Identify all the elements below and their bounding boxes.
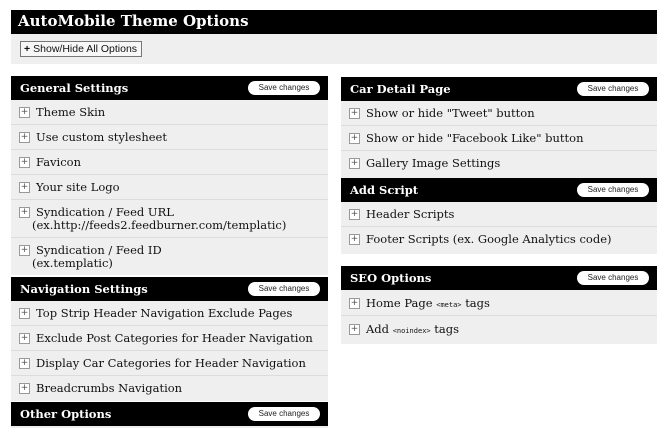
plus-icon[interactable]: +	[20, 132, 29, 142]
noindex-tag-code: <noindex>	[392, 327, 431, 335]
option-label	[366, 296, 490, 310]
car-detail-title: Car Detail Page	[350, 82, 451, 96]
option-label: Your site Logo	[36, 180, 120, 194]
plus-icon[interactable]: +	[20, 207, 29, 217]
option-label: Footer Scripts (ex. Google Analytics code)	[366, 232, 612, 246]
car-detail-header	[341, 77, 657, 101]
option-label: Top Strip Header Navigation Exclude Pages	[36, 306, 293, 320]
show-hide-all-button[interactable]	[20, 41, 142, 57]
option-top-strip-exclude[interactable]	[11, 301, 328, 326]
car-detail-panel	[341, 77, 657, 178]
add-script-title: Add Script	[350, 183, 419, 197]
option-label: Theme Skin	[36, 105, 106, 119]
page-header	[11, 10, 657, 34]
plus-icon[interactable]: +	[350, 158, 359, 168]
option-label: Header Scripts	[366, 207, 455, 221]
plus-icon[interactable]: +	[20, 358, 29, 368]
meta-tag-code: <meta>	[436, 301, 462, 309]
option-header-scripts[interactable]	[341, 202, 657, 227]
plus-icon[interactable]: +	[350, 298, 359, 308]
option-theme-skin[interactable]	[11, 100, 328, 125]
option-exclude-post-categories[interactable]	[11, 326, 328, 351]
general-settings-header	[11, 76, 328, 100]
option-custom-stylesheet[interactable]	[11, 125, 328, 150]
general-settings-title: General Settings	[20, 81, 129, 95]
navigation-settings-title: Navigation Settings	[20, 282, 148, 296]
plus-icon[interactable]: +	[350, 209, 359, 219]
plus-icon[interactable]: +	[350, 133, 359, 143]
option-syndication-id[interactable]	[11, 238, 328, 274]
option-facebook-like[interactable]	[341, 126, 657, 151]
option-label: Favicon	[36, 155, 82, 169]
option-label: Syndication / Feed ID	[36, 243, 162, 257]
page-title: AutoMobile Theme Options	[18, 12, 249, 30]
option-label: Show or hide "Tweet" button	[366, 106, 535, 120]
option-home-meta-tags[interactable]	[341, 290, 657, 316]
option-label-before: Add	[366, 322, 390, 336]
option-label: Exclude Post Categories for Header Navigation	[36, 331, 313, 345]
navigation-settings-panel	[11, 277, 328, 401]
other-save-button[interactable]: Save changes	[248, 407, 320, 421]
plus-icon[interactable]: +	[350, 108, 359, 118]
option-label-before: Home Page	[366, 296, 433, 310]
add-script-header	[341, 178, 657, 202]
seo-options-header	[341, 266, 657, 290]
option-label: Display Car Categories for Header Navigation	[36, 356, 306, 370]
add-script-save-button[interactable]: Save changes	[577, 183, 649, 197]
plus-icon[interactable]: +	[20, 383, 29, 393]
seo-options-title: SEO Options	[350, 271, 432, 285]
option-display-car-categories[interactable]	[11, 351, 328, 376]
car-detail-save-button[interactable]: Save changes	[577, 82, 649, 96]
other-options-title: Other Options	[20, 407, 112, 421]
other-options-header	[11, 402, 328, 426]
other-options-panel	[11, 402, 328, 428]
navigation-save-button[interactable]: Save changes	[248, 282, 320, 296]
plus-icon[interactable]: +	[20, 157, 29, 167]
plus-icon[interactable]: +	[20, 308, 29, 318]
option-hint: (ex.http://feeds2.feedburner.com/templatic)	[32, 218, 287, 232]
option-label: Gallery Image Settings	[366, 156, 501, 170]
option-add-noindex-tags[interactable]	[341, 316, 657, 343]
option-favicon[interactable]	[11, 150, 328, 175]
toggle-bar	[11, 34, 657, 64]
plus-icon[interactable]: +	[350, 324, 359, 334]
option-label	[366, 322, 459, 336]
option-hint: (ex.templatic)	[32, 256, 113, 270]
plus-icon[interactable]: +	[350, 234, 359, 244]
add-script-panel	[341, 178, 657, 254]
option-breadcrumbs[interactable]	[11, 376, 328, 400]
option-label-after: tags	[434, 322, 460, 336]
option-tweet-button[interactable]	[341, 101, 657, 126]
general-save-button[interactable]: Save changes	[248, 81, 320, 95]
plus-icon[interactable]: +	[20, 333, 29, 343]
option-label: Use custom stylesheet	[36, 130, 167, 144]
option-site-logo[interactable]	[11, 175, 328, 200]
option-gallery-image[interactable]	[341, 151, 657, 178]
navigation-settings-header	[11, 277, 328, 301]
plus-icon[interactable]: +	[20, 107, 29, 117]
option-label-after: tags	[465, 296, 490, 310]
general-settings-panel	[11, 76, 328, 275]
option-footer-scripts[interactable]	[341, 227, 657, 254]
seo-options-panel	[341, 266, 657, 344]
plus-icon[interactable]: +	[20, 245, 29, 255]
option-label: Syndication / Feed URL	[36, 205, 174, 219]
show-hide-all-label: Show/Hide All Options	[33, 43, 138, 55]
seo-save-button[interactable]: Save changes	[577, 271, 649, 285]
plus-icon[interactable]: +	[20, 182, 29, 192]
option-syndication-url[interactable]	[11, 200, 328, 238]
option-label: Breadcrumbs Navigation	[36, 381, 183, 395]
plus-icon: +	[24, 43, 31, 55]
option-label: Show or hide "Facebook Like" button	[366, 131, 584, 145]
